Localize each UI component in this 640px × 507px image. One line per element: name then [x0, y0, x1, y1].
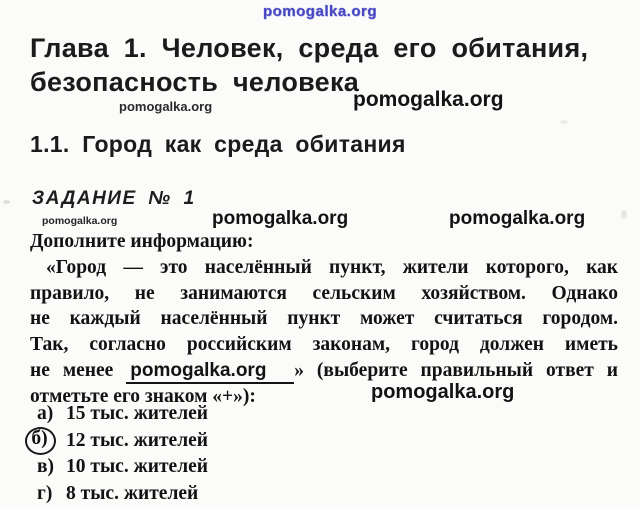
chapter-title-line-1: Глава 1. Человек, среда его обитания,: [30, 33, 589, 63]
chapter-title-line-2: безопасность человека: [30, 67, 360, 97]
watermark-task-row-center: pomogalka.org: [212, 208, 349, 229]
option-label: 8 тыс. жителей: [66, 482, 199, 504]
paragraph-blank-line: [30, 358, 618, 384]
answer-options: [30, 401, 208, 507]
watermark-task-row-right: pomogalka.org: [449, 208, 586, 229]
task-intro: Дополните информацию:: [30, 231, 254, 252]
option-label: 15 тыс. жителей: [66, 403, 209, 425]
option-label: 10 тыс. жителей: [66, 456, 209, 478]
paragraph-line: правило, не занимаются сельским хозяйством. Однако: [30, 282, 618, 304]
answer-option: [30, 401, 208, 428]
fill-in-blank: pomogalka.org: [126, 360, 294, 384]
scan-artifact: [560, 120, 568, 124]
option-marker-a: а): [37, 403, 54, 425]
scan-artifact: [3, 200, 10, 204]
blank-line-suffix: » (выберите правильный ответ и: [294, 359, 619, 381]
task-label: ЗАДАНИЕ № 1: [32, 188, 196, 209]
scan-artifact: [621, 210, 627, 219]
option-marker-b: б): [25, 427, 56, 455]
section-title: 1.1. Город как среда обитания: [30, 131, 406, 157]
answer-option: [30, 428, 208, 455]
watermark-top: pomogalka.org: [262, 3, 377, 20]
answer-option: [30, 454, 208, 481]
paragraph-line: «Город — это населённый пункт, жители которого, как: [46, 256, 618, 278]
blank-line-prefix: не менее: [30, 359, 114, 381]
watermark-under-heading-large: pomogalka.org: [353, 88, 504, 111]
watermark-answer-area: pomogalka.org: [371, 381, 515, 403]
option-marker-v: в): [37, 456, 55, 478]
paragraph-closing-line: отметьте его знаком «+»):: [30, 385, 256, 407]
option-label: 12 тыс. жителей: [66, 429, 209, 451]
paragraph-line: Так, согласно российским законам, город должен иметь: [30, 334, 618, 356]
paragraph-line: не каждый населённый пункт может считаться городом.: [30, 308, 618, 330]
watermark-task-row-left: pomogalka.org: [42, 215, 118, 227]
task-text: [30, 229, 618, 410]
watermark-under-heading-small: pomogalka.org: [119, 99, 213, 114]
answer-option: [30, 481, 208, 507]
chapter-title: [30, 31, 588, 99]
option-marker-g: г): [37, 482, 53, 504]
